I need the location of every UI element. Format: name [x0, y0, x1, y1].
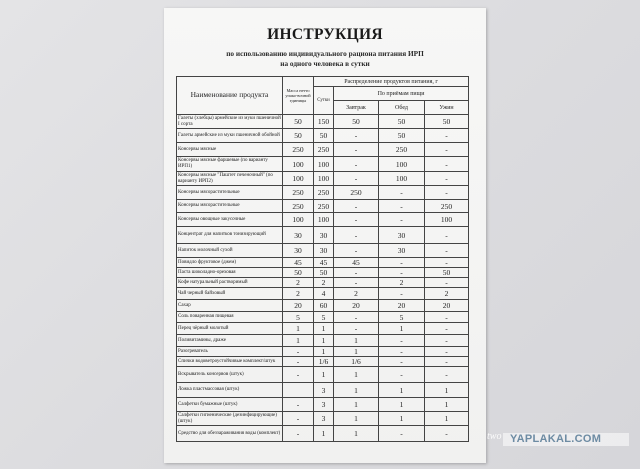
product-name-cell: Салфетки гигиенические (дезинфицирующие) (штук) [177, 412, 283, 426]
breakfast-cell: 250 [334, 186, 379, 200]
dinner-cell: 1 [425, 412, 469, 426]
net-mass-cell: 50 [283, 129, 314, 143]
product-name-cell: Концентрат для напитков тонизирующий [177, 227, 283, 244]
net-mass-cell: - [283, 398, 314, 412]
lunch-cell: 1 [379, 383, 425, 398]
document-subtitle-line1: по использованию индивидуального рациона питания ИРП [226, 49, 424, 58]
dinner-cell: - [425, 323, 469, 335]
product-name-cell: Чай черный байховый [177, 288, 283, 300]
breakfast-cell: - [334, 323, 379, 335]
dinner-cell: - [425, 278, 469, 288]
dinner-cell: - [425, 186, 469, 200]
net-mass-cell: 250 [283, 143, 314, 157]
product-name-cell: Кофе натуральный растворимый [177, 278, 283, 288]
dinner-cell: - [425, 244, 469, 258]
breakfast-cell: - [334, 227, 379, 244]
table-row [177, 115, 469, 129]
lunch-cell: - [379, 367, 425, 383]
product-name-cell: Паста шоколадно-ореховая [177, 268, 283, 278]
dinner-cell: - [425, 347, 469, 357]
net-mass-cell: 1 [283, 335, 314, 347]
dinner-cell: 50 [425, 268, 469, 278]
product-name-cell: Галеты армейские из муки пшеничной обойной [177, 129, 283, 143]
lunch-cell: 20 [379, 300, 425, 312]
product-name-cell: Средство для обеззараживания воды (комплект) [177, 426, 283, 442]
dinner-cell: - [425, 335, 469, 347]
breakfast-cell: 50 [334, 115, 379, 129]
lunch-cell: 100 [379, 172, 425, 186]
dinner-cell: - [425, 426, 469, 442]
breakfast-cell: - [334, 268, 379, 278]
lunch-cell: - [379, 258, 425, 268]
lunch-cell: 1 [379, 323, 425, 335]
per-day-cell: 60 [314, 300, 334, 312]
table-row [177, 312, 469, 323]
table-row [177, 426, 469, 442]
dinner-cell: - [425, 157, 469, 172]
product-name-cell: Сахар [177, 300, 283, 312]
lunch-cell: 50 [379, 129, 425, 143]
breakfast-cell: 45 [334, 258, 379, 268]
watermark-faint-text: two [487, 431, 502, 442]
breakfast-cell: - [334, 129, 379, 143]
breakfast-cell: - [334, 244, 379, 258]
dinner-cell: 20 [425, 300, 469, 312]
lunch-cell: 30 [379, 227, 425, 244]
breakfast-cell: - [334, 213, 379, 227]
breakfast-cell: - [334, 312, 379, 323]
table-row [177, 244, 469, 258]
table-row [177, 398, 469, 412]
net-mass-cell: 45 [283, 258, 314, 268]
per-day-cell: 30 [314, 227, 334, 244]
breakfast-cell: 1 [334, 412, 379, 426]
header-net-mass: Масса нетто упако-вочной единицы [283, 77, 314, 115]
net-mass-cell [283, 383, 314, 398]
net-mass-cell: 100 [283, 213, 314, 227]
per-day-cell: 150 [314, 115, 334, 129]
dinner-cell: - [425, 129, 469, 143]
header-breakfast: Завтрак [334, 101, 379, 115]
dinner-cell: - [425, 367, 469, 383]
lunch-cell: - [379, 200, 425, 213]
per-day-cell: 1 [314, 426, 334, 442]
dinner-cell: - [425, 258, 469, 268]
per-day-cell: 100 [314, 213, 334, 227]
dinner-cell: - [425, 312, 469, 323]
per-day-cell: 50 [314, 129, 334, 143]
table-row [177, 347, 469, 357]
dinner-cell: 250 [425, 200, 469, 213]
table-row [177, 213, 469, 227]
per-day-cell: 2 [314, 278, 334, 288]
net-mass-cell: 250 [283, 200, 314, 213]
product-name-cell: Консервы мясные фаршевые (по варианту ИРП1) [177, 157, 283, 172]
breakfast-cell: 1 [334, 335, 379, 347]
table-row [177, 186, 469, 200]
table-row [177, 323, 469, 335]
table-row [177, 357, 469, 367]
net-mass-cell: 5 [283, 312, 314, 323]
lunch-cell: - [379, 335, 425, 347]
header-product-name: Наименование продукта [177, 77, 283, 115]
net-mass-cell: - [283, 347, 314, 357]
dinner-cell: 1 [425, 383, 469, 398]
product-name-cell: Напиток молочный сухой [177, 244, 283, 258]
net-mass-cell: 20 [283, 300, 314, 312]
table-row [177, 367, 469, 383]
product-name-cell: Спички водоветроустойчивые комплект/штук [177, 357, 283, 367]
net-mass-cell: - [283, 367, 314, 383]
table-row [177, 383, 469, 398]
breakfast-cell: 1/6 [334, 357, 379, 367]
table-row [177, 227, 469, 244]
table-row [177, 129, 469, 143]
per-day-cell: 3 [314, 398, 334, 412]
table-row [177, 172, 469, 186]
lunch-cell: 2 [379, 278, 425, 288]
dinner-cell: 100 [425, 213, 469, 227]
per-day-cell: 3 [314, 383, 334, 398]
breakfast-cell: - [334, 278, 379, 288]
table-row [177, 157, 469, 172]
per-day-cell: 5 [314, 312, 334, 323]
net-mass-cell: 250 [283, 186, 314, 200]
per-day-cell: 250 [314, 200, 334, 213]
ration-table-body [177, 115, 469, 442]
ration-table [176, 76, 469, 442]
product-name-cell: Разогреватель [177, 347, 283, 357]
per-day-cell: 30 [314, 244, 334, 258]
net-mass-cell: - [283, 357, 314, 367]
table-row [177, 143, 469, 157]
per-day-cell: 250 [314, 143, 334, 157]
product-name-cell: Вскрыватель консервов (штук) [177, 367, 283, 383]
lunch-cell: 1 [379, 398, 425, 412]
per-day-cell: 3 [314, 412, 334, 426]
product-name-cell: Ложка пластмассовая (штук) [177, 383, 283, 398]
product-name-cell: Перец чёрный молотый [177, 323, 283, 335]
header-lunch: Обед [379, 101, 425, 115]
net-mass-cell: 1 [283, 323, 314, 335]
per-day-cell: 100 [314, 157, 334, 172]
breakfast-cell: 1 [334, 347, 379, 357]
per-day-cell: 1 [314, 335, 334, 347]
table-row [177, 288, 469, 300]
dinner-cell: - [425, 357, 469, 367]
net-mass-cell: 100 [283, 157, 314, 172]
lunch-cell: 30 [379, 244, 425, 258]
net-mass-cell: - [283, 412, 314, 426]
lunch-cell: - [379, 426, 425, 442]
table-row [177, 268, 469, 278]
lunch-cell: - [379, 186, 425, 200]
per-day-cell: 45 [314, 258, 334, 268]
breakfast-cell: 1 [334, 383, 379, 398]
per-day-cell: 50 [314, 268, 334, 278]
dinner-cell: 2 [425, 288, 469, 300]
net-mass-cell: 30 [283, 244, 314, 258]
per-day-cell: 100 [314, 172, 334, 186]
dinner-cell: 1 [425, 398, 469, 412]
breakfast-cell: 1 [334, 367, 379, 383]
lunch-cell: 50 [379, 115, 425, 129]
product-name-cell: Консервы мясные "Паштет печеночный" (по варианту ИРП2) [177, 172, 283, 186]
lunch-cell: - [379, 288, 425, 300]
net-mass-cell: - [283, 426, 314, 442]
per-day-cell: 1 [314, 323, 334, 335]
header-dinner: Ужин [425, 101, 469, 115]
net-mass-cell: 2 [283, 288, 314, 300]
lunch-cell: - [379, 357, 425, 367]
product-name-cell: Консервы мясорастительные [177, 200, 283, 213]
breakfast-cell: - [334, 157, 379, 172]
breakfast-cell: 20 [334, 300, 379, 312]
per-day-cell: 1/6 [314, 357, 334, 367]
per-day-cell: 1 [314, 367, 334, 383]
product-name-cell: Консервы мясорастительные [177, 186, 283, 200]
product-name-cell: Галеты (хлебцы) армейские из муки пшеничной I сорта [178, 115, 281, 127]
breakfast-cell: 1 [334, 426, 379, 442]
lunch-cell: - [379, 268, 425, 278]
header-distribution: Распределение продуктов питания, г [314, 77, 469, 87]
product-name-cell: Консервы мясные [177, 143, 283, 157]
dinner-cell: - [425, 227, 469, 244]
dinner-cell: 50 [425, 115, 469, 129]
table-row [177, 258, 469, 268]
header-by-meals: По приёмам пищи [334, 87, 469, 101]
breakfast-cell: 1 [334, 398, 379, 412]
document-subtitle-line2: на одного человека в сутки [280, 59, 370, 68]
product-name-cell: Консервы овощные закусочные [177, 213, 283, 227]
net-mass-cell: 50 [283, 115, 314, 129]
product-name-cell: Салфетки бумажные (штук) [177, 398, 283, 412]
lunch-cell: 1 [379, 412, 425, 426]
lunch-cell: 100 [379, 157, 425, 172]
product-name-cell: Повидло фруктовое (джем) [177, 258, 283, 268]
per-day-cell: 4 [314, 288, 334, 300]
net-mass-cell: 50 [283, 268, 314, 278]
table-row [177, 412, 469, 426]
table-row [177, 300, 469, 312]
per-day-cell: 1 [314, 347, 334, 357]
per-day-cell: 250 [314, 186, 334, 200]
breakfast-cell: 2 [334, 288, 379, 300]
table-row [177, 335, 469, 347]
dinner-cell: - [425, 143, 469, 157]
breakfast-cell: - [334, 172, 379, 186]
net-mass-cell: 30 [283, 227, 314, 244]
table-row [177, 278, 469, 288]
lunch-cell: 5 [379, 312, 425, 323]
breakfast-cell: - [334, 143, 379, 157]
lunch-cell: - [379, 213, 425, 227]
net-mass-cell: 100 [283, 172, 314, 186]
dinner-cell: - [425, 172, 469, 186]
breakfast-cell: - [334, 200, 379, 213]
document-title: ИНСТРУКЦИЯ [267, 26, 383, 43]
net-mass-cell: 2 [283, 278, 314, 288]
product-name-cell: Соль поваренная пищевая [177, 312, 283, 323]
header-per-day: Сутки [314, 87, 334, 115]
product-name-cell: Поливитамины, драже [177, 335, 283, 347]
instruction-sheet [164, 8, 486, 463]
watermark-logo: YAPLAKAL.COM [510, 433, 602, 445]
table-row [177, 200, 469, 213]
lunch-cell: - [379, 347, 425, 357]
lunch-cell: 250 [379, 143, 425, 157]
